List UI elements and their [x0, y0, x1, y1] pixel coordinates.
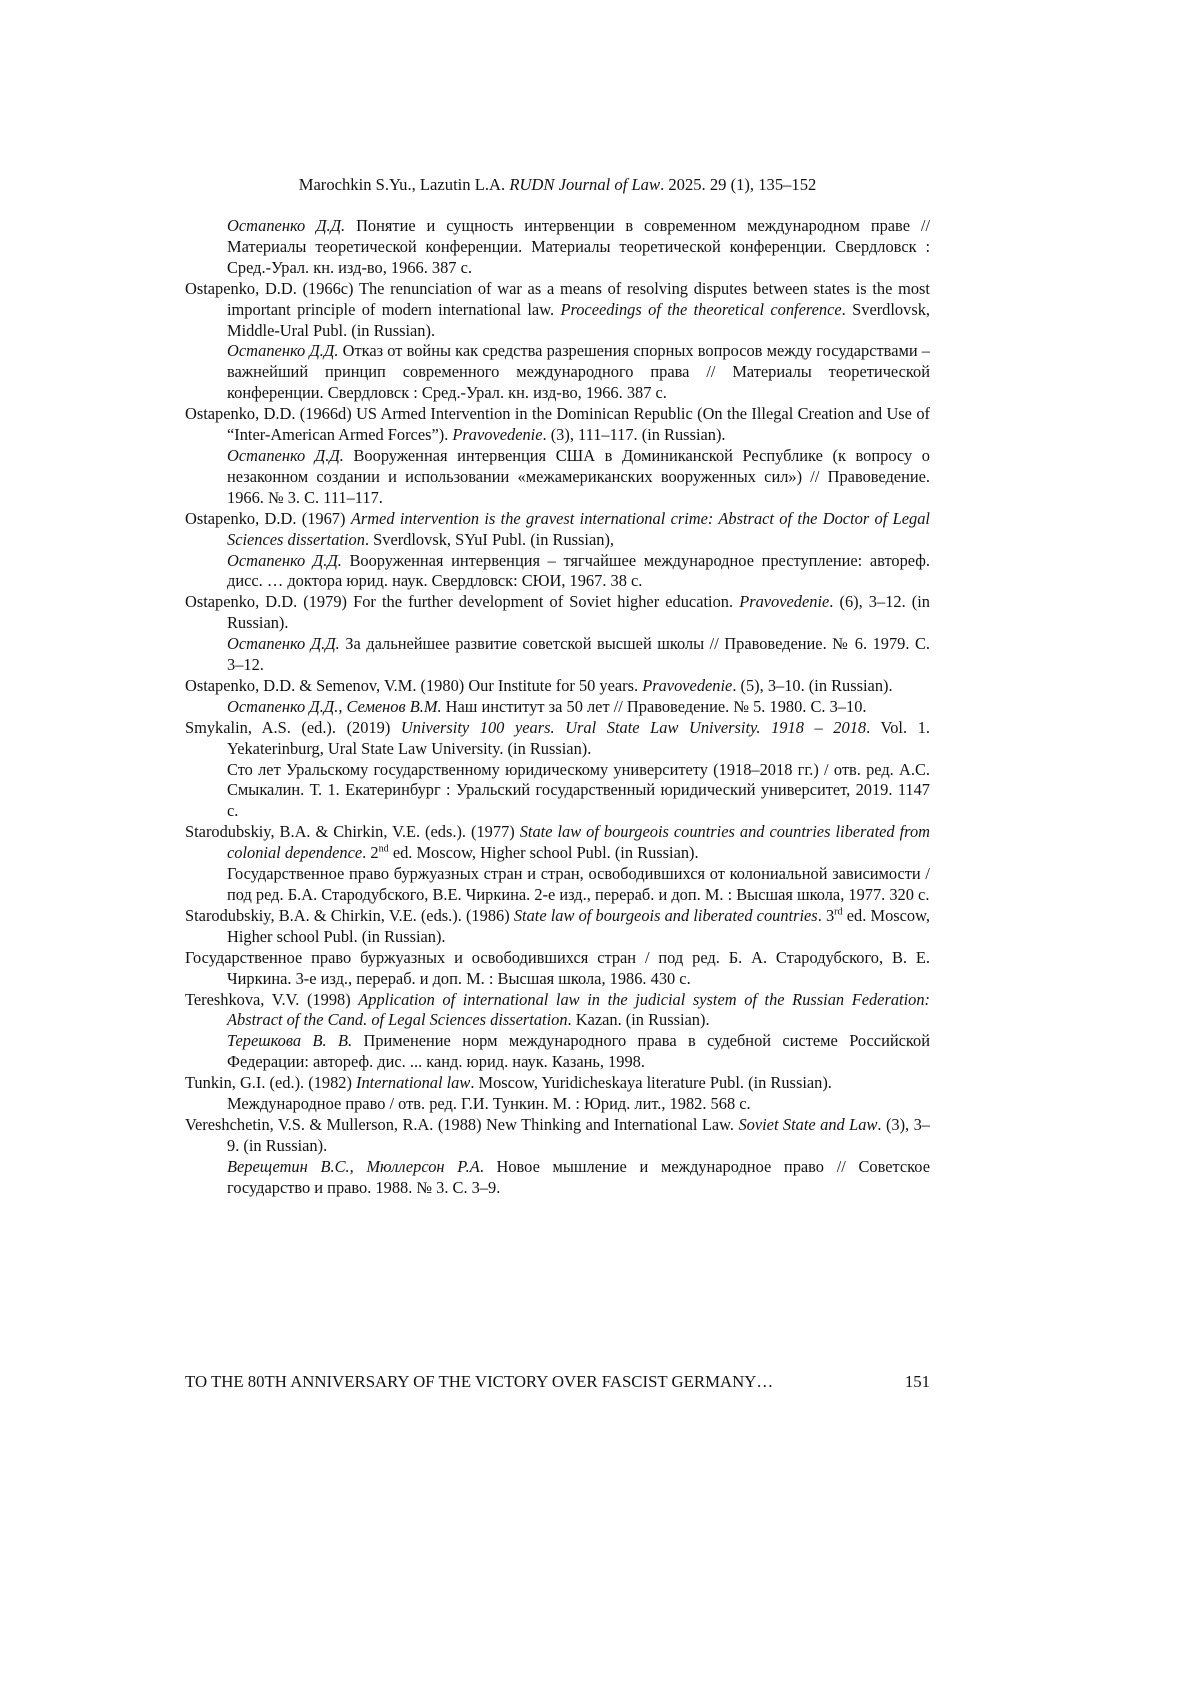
reference-entry — [185, 1094, 930, 1115]
reference-text: . Vol. 1. Yekaterinburg, Ural State Law University. (in Russian). — [227, 717, 930, 758]
reference-entry — [185, 279, 930, 342]
reference-text: Отказ от войны как средства разрешения спорных вопросов между государствами – важнейший принцип современного международного права // Материалы теоретической конференции. Свердловск : Сред.-Урал. кн. изд-во, 1966. 387 с. — [227, 341, 930, 403]
reference-text: Международное право / отв. ред. Г.И. Тункин. М. : Юрид. лит., 1982. 568 с. — [227, 1094, 751, 1114]
reference-text-italic: Pravovedenie — [642, 675, 733, 695]
running-header-authors: Marochkin S.Yu., Lazutin L.A. — [298, 175, 510, 194]
running-header — [185, 174, 930, 195]
reference-text-italic: Терешкова В. В. — [227, 1031, 353, 1051]
reference-text-italic: Остапенко Д.Д. — [227, 341, 339, 361]
reference-text-italic: University 100 years. Ural State Law University. 1918 – 2018 — [400, 717, 867, 737]
reference-text-italic: Application of international law in the judicial system of the Russian Federation: Abstract of the Cand. of Legal Sciences dissertation — [227, 989, 930, 1030]
reference-text-italic: Остапенко Д.Д., Семенов В.М. — [227, 696, 442, 716]
reference-text: . Sverdlovsk, Middle-Ural Publ. (in Russian). — [227, 299, 930, 340]
reference-text: Вооруженная интервенция США в Доминиканской Республике (к вопросу о незаконном создании и использовании «межамериканских вооруженных сил») // Правоведение. 1966. № 3. С. 111–117. — [227, 445, 931, 507]
reference-text-italic: Остапенко Д.Д. — [227, 634, 340, 654]
reference-entry — [185, 1115, 930, 1157]
reference-text-italic: Остапенко Д.Д. — [227, 216, 346, 235]
reference-text: Starodubskiy, B.A. & Chirkin, V.E. (eds.). (1986) — [185, 905, 514, 925]
reference-text: Ostapenko, D.D. & Semenov, V.M. (1980) Our Institute for 50 years. — [185, 675, 643, 695]
reference-entry — [185, 404, 930, 446]
reference-entry — [185, 990, 930, 1032]
running-header-journal-title: RUDN Journal of Law — [509, 175, 661, 194]
reference-text: . 3 — [817, 905, 835, 925]
reference-entry — [185, 634, 930, 676]
reference-text: За дальнейшее развитие советской высшей школы // Правоведение. № 6. 1979. С. 3–12. — [227, 634, 930, 675]
footer-section-title: TO THE 80TH ANNIVERSARY OF THE VICTORY OVER FASCIST GERMANY… — [185, 1372, 774, 1391]
reference-text-italic: International law — [356, 1073, 471, 1093]
reference-text: . (3), 111–117. (in Russian). — [542, 425, 726, 445]
reference-entry — [185, 948, 930, 990]
reference-entry — [185, 509, 930, 551]
reference-text: . (5), 3–10. (in Russian). — [732, 675, 893, 695]
reference-entry — [185, 822, 930, 864]
reference-text: Tereshkova, V.V. (1998) — [185, 989, 359, 1009]
reference-text-superscript: rd — [834, 906, 843, 918]
reference-text-italic: Верещетин В.С., Мюллерсон Р.А — [227, 1156, 480, 1176]
reference-entry — [185, 551, 930, 593]
reference-text: Ostapenko, D.D. (1967) — [185, 508, 351, 528]
reference-text: Ostapenko, D.D. (1966c) The renunciation of war as a means of resolving disputes between states is the most important principle of modern international law. — [185, 278, 930, 319]
reference-text: Ostapenko, D.D. (1979) For the further development of Soviet higher education. — [185, 592, 740, 612]
reference-text-superscript: nd — [378, 843, 389, 855]
reference-text: . Новое мышление и международное право // Советское государство и право. 1988. № 3. С. 3–9. — [227, 1156, 930, 1197]
reference-text-italic: Pravovedenie — [452, 425, 543, 445]
reference-entry — [185, 1157, 930, 1199]
reference-text: Понятие и сущность интервенции в современном международном праве // Материалы теоретической конференции. Материалы теоретической конференции. Свердловск : Сред.-Урал. кн. изд-во, 1966. 387 с. — [227, 216, 930, 277]
reference-text: Vereshchetin, V.S. & Mullerson, R.A. (1988) New Thinking and International Law. — [185, 1114, 739, 1134]
references-list — [185, 216, 930, 1199]
page-number: 151 — [904, 1372, 930, 1391]
reference-text: . Sverdlovsk, SYuI Publ. (in Russian), — [364, 529, 614, 549]
reference-entry — [185, 1031, 930, 1073]
page-footer — [185, 1371, 930, 1392]
reference-text: Наш институт за 50 лет // Правоведение. № 5. 1980. С. 3–10. — [441, 696, 867, 716]
reference-entry — [185, 697, 930, 718]
reference-text: Сто лет Уральскому государственному юридическому университету (1918–2018 гг.) / отв. ред. А.С. Смыкалин. Т. 1. Екатеринбург : Уральский государственный юридический университет, 2019. 1147 с. — [227, 759, 930, 821]
reference-text-italic: Armed intervention is the gravest international crime: Abstract of the Doctor of Legal Sciences dissertation — [227, 508, 930, 549]
reference-text: . (3), 3–9. (in Russian). — [227, 1114, 930, 1155]
reference-text: Tunkin, G.I. (ed.). (1982) — [185, 1073, 357, 1093]
reference-text-italic: Остапенко Д.Д. — [227, 445, 344, 465]
reference-text: Государственное право буржуазных и освободившихся стран / под ред. Б. А. Стародубского, В. Е. Чиркина. 3-е изд., перераб. и доп. М. : Высшая школа, 1986. 430 с. — [185, 947, 930, 988]
reference-text: Вооруженная интервенция – тягчайшее международное преступление: автореф. дисс. … доктора юрид. наук. Свердловск: СЮИ, 1967. 38 с. — [227, 550, 930, 591]
reference-text: . (6), 3–12. (in Russian). — [227, 592, 931, 633]
reference-text-italic: State law of bourgeois and liberated countries — [513, 905, 818, 925]
reference-text: ed. Moscow, Higher school Publ. (in Russian). — [227, 905, 930, 946]
reference-entry — [185, 676, 930, 697]
reference-text: ed. Moscow, Higher school Publ. (in Russian). — [388, 843, 699, 863]
reference-entry — [185, 446, 930, 509]
reference-entry — [185, 906, 930, 948]
reference-text-italic: Soviet State and Law — [738, 1114, 878, 1134]
reference-entry — [185, 718, 930, 760]
running-header-issue-info: . 2025. 29 (1), 135–152 — [660, 175, 817, 194]
reference-text-italic: Pravovedenie — [739, 592, 830, 612]
reference-text: Ostapenko, D.D. (1966d) US Armed Intervention in the Dominican Republic (On the Illegal Creation and Use of “Inter-American Armed Forces”). — [185, 404, 930, 445]
reference-entry — [185, 341, 930, 404]
reference-entry — [185, 1073, 930, 1094]
reference-text: Starodubskiy, B.A. & Chirkin, V.E. (eds.). (1977) — [185, 822, 520, 842]
reference-text-italic: Остапенко Д.Д. — [227, 550, 342, 570]
reference-text-italic: Proceedings of the theoretical conference — [560, 299, 842, 319]
reference-text: . Moscow, Yuridicheskaya literature Publ. (in Russian). — [470, 1073, 832, 1093]
reference-entry — [185, 216, 930, 279]
reference-text-italic: State law of bourgeois countries and countries liberated from colonial dependence — [227, 822, 930, 863]
reference-text: . Kazan. (in Russian). — [567, 1010, 710, 1030]
reference-text: Smykalin, A.S. (ed.). (2019) — [185, 717, 401, 737]
reference-text: . 2 — [362, 843, 379, 863]
reference-text: Государственное право буржуазных стран и стран, освободившихся от колониальной зависимости / под ред. Б.А. Стародубского, В.Е. Чиркина. 2-е изд., перераб. и доп. М. : Высшая школа, 1977. 320 с. — [227, 864, 930, 904]
reference-entry — [185, 864, 930, 906]
reference-text: Применение норм международного права в судебной системе Российской Федерации: автореф. дис. ... канд. юрид. наук. Казань, 1998. — [227, 1031, 931, 1072]
reference-entry — [185, 592, 930, 634]
reference-entry — [185, 760, 930, 823]
